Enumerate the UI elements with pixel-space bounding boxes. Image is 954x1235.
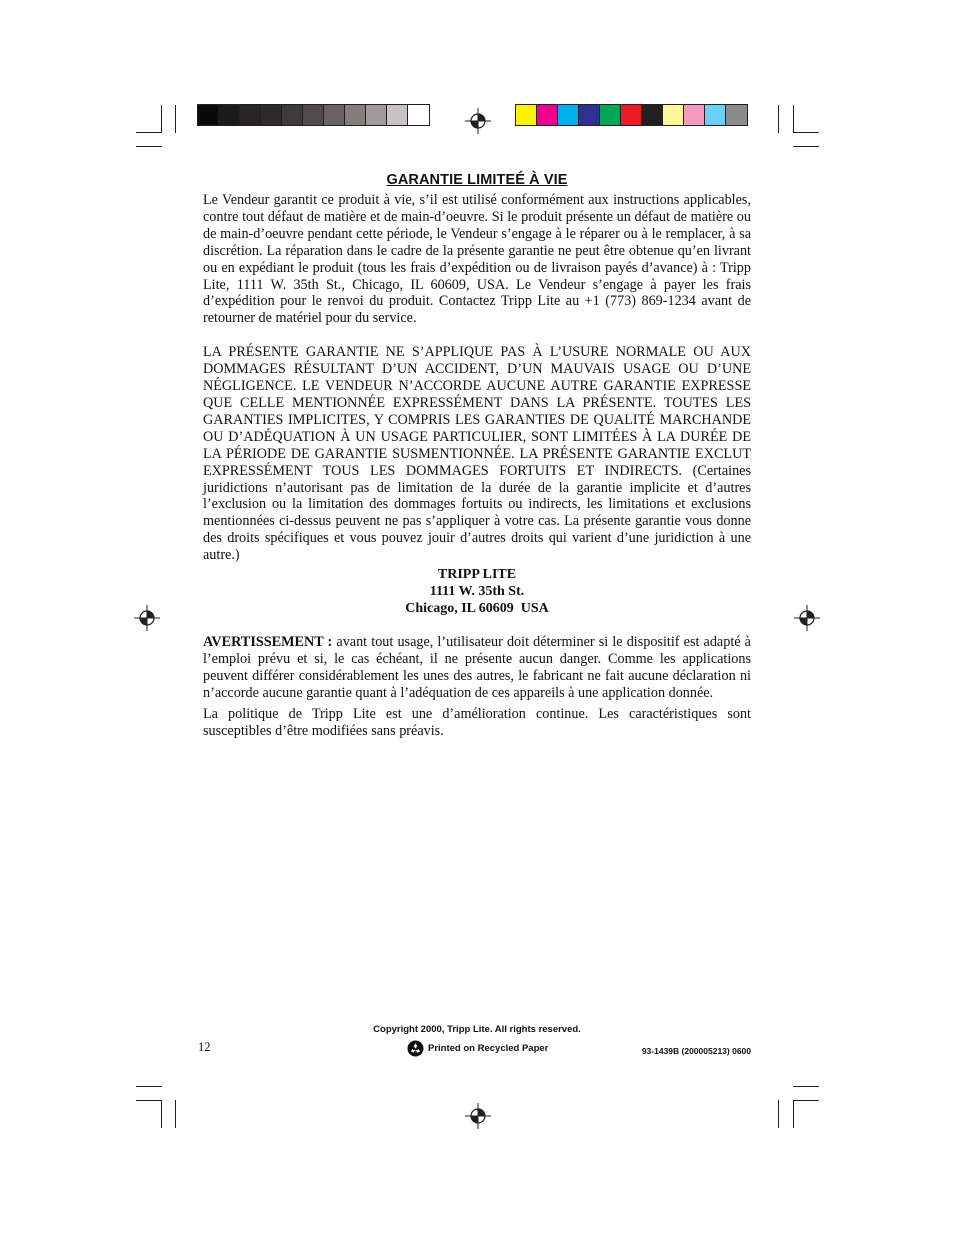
crop-mark: [161, 105, 162, 133]
grayscale-swatch: [303, 105, 324, 125]
grayscale-swatch: [219, 105, 240, 125]
address-line-name: TRIPP LITE: [437, 567, 517, 583]
registration-mark-icon: [465, 108, 491, 134]
grayscale-swatch: [324, 105, 345, 125]
recycle-icon: [407, 1040, 424, 1057]
copyright-notice: Copyright 2000, Tripp Lite. All rights reserved.: [373, 1024, 581, 1035]
registration-mark-icon: [794, 605, 820, 631]
color-swatch: [600, 105, 621, 125]
crop-mark: [778, 1100, 779, 1128]
color-swatch: [726, 105, 747, 125]
address-line-street: 1111 W. 35th St.: [429, 584, 525, 600]
grayscale-swatch: [282, 105, 303, 125]
crop-mark: [175, 105, 176, 133]
crop-mark: [136, 1086, 162, 1087]
warranty-disclaimer-paragraph: LA PRÉSENTE GARANTIE NE S’APPLIQUE PAS À L’USURE NORMALE OU AUX DOMMAGES RÉSULTANT D’UN ACCIDENT, D’UN MAUVAIS USAGE OU D’UNE NÉGLIGENCE. LE VENDEUR N’ACCORDE AUCUNE AUTRE GARANTIE EXPRESSE QUE CELLE MENTIONNÉE EXPRESSÉMENT DANS LA PRÉSENTE. TOUTES LES GARANTIES IMPLICITES, Y COMPRIS LES GARANTIES DE QUALITÉ MARCHANDE OU D’ADÉQUATION À UN USAGE PARTICULIER, SONT LIMITÉES À LA DURÉE DE LA PÉRIODE DE GARANTIE SUSMENTIONNÉE. LA PRÉSENTE GARANTIE EXCLUT EXPRESSÉMENT TOUS LES DOMMAGES FORTUITS ET INDIRECTS. (Certaines juridictions n’autorisant pas de limitation de la durée de la garantie implicite et d’autres l’exclusion ou la limitation des dommages fortuits ou indirects, les limitations et exclusions mentionnées ci-dessus peuvent ne pas s’appliquer à votre cas. La présente garantie vous donne des droits spécifiques et vous pouvez jouir d’autres droits qui varient d’une juridiction à une autre.): [203, 344, 751, 564]
warranty-paragraph: Le Vendeur garantit ce produit à vie, s’il est utilisé conformément aux instructions applicables, contre tout défaut de matière et de main-d’oeuvre. Si le produit présente un défaut de matière ou de main-d’oeuvre pendant cette période, le Vendeur s’engage à le réparer ou à le remplacer, à sa discrétion. La réparation dans le cadre de la présente garantie ne peut être obtenue qu’en livrant ou en expédiant le produit (tous les frais d’expédition ou de livraison payés d’avance) à : Tripp Lite, 1111 W. 35th St., Chicago, IL 60609, USA. Le Vendeur s’engage à payer les frais d’expédition pour le renvoi du produit. Contactez Tripp Lite au +1 (773) 869-1234 avant de retourner de matériel pour du service.: [203, 192, 751, 327]
color-swatch: [621, 105, 642, 125]
warning-paragraph: [203, 634, 751, 702]
grayscale-swatch: [240, 105, 261, 125]
crop-mark: [175, 1100, 176, 1128]
grayscale-calibration-strip: [197, 104, 430, 126]
registration-mark-icon: [134, 605, 160, 631]
color-swatch: [663, 105, 684, 125]
crop-mark: [136, 1100, 162, 1101]
color-swatch: [516, 105, 537, 125]
crop-mark: [136, 146, 162, 147]
color-swatch: [642, 105, 663, 125]
color-calibration-strip: [515, 104, 748, 126]
recycled-paper-label: Printed on Recycled Paper: [428, 1043, 549, 1054]
crop-mark: [793, 146, 819, 147]
warning-label: AVERTISSEMENT :: [203, 634, 333, 651]
color-swatch: [684, 105, 705, 125]
warning-text: avant tout usage, l’utilisateur doit déterminer si le dispositif est adapté à l’emploi prévu et si, le cas échéant, il ne présente aucun danger. Comme les applications peuvent différer considérablement les unes des autres, le fabricant ne fait aucune déclaration ni n’accorde aucune garantie quant à l’adéquation de ces appareils à une application donnée.: [203, 634, 751, 701]
crop-mark: [793, 132, 819, 133]
grayscale-swatch: [345, 105, 366, 125]
company-address: [203, 566, 751, 617]
warranty-section: [203, 172, 751, 739]
grayscale-swatch: [408, 105, 429, 125]
registration-mark-icon: [465, 1103, 491, 1129]
policy-paragraph: La politique de Tripp Lite est une d’amélioration continue. Les caractéristiques sont susceptibles d’être modifiées sans préavis.: [203, 705, 751, 739]
color-swatch: [579, 105, 600, 125]
crop-mark: [136, 132, 162, 133]
crop-mark: [793, 1100, 794, 1128]
grayscale-swatch: [261, 105, 282, 125]
crop-mark: [778, 105, 779, 133]
grayscale-swatch: [387, 105, 408, 125]
grayscale-swatch: [366, 105, 387, 125]
warranty-heading: GARANTIE LIMITEÉ À VIE: [386, 172, 568, 188]
page-number: 12: [198, 1040, 211, 1054]
crop-mark: [161, 1100, 162, 1128]
part-number: 93-1439B (200005213) 0600: [641, 1046, 751, 1056]
recycled-paper-note: [407, 1040, 548, 1057]
color-swatch: [537, 105, 558, 125]
color-swatch: [558, 105, 579, 125]
color-swatch: [705, 105, 726, 125]
crop-mark: [793, 1086, 819, 1087]
crop-mark: [793, 1100, 819, 1101]
crop-mark: [793, 105, 794, 133]
address-line-city: Chicago, IL 60609 USA: [405, 601, 549, 617]
grayscale-swatch: [198, 105, 219, 125]
